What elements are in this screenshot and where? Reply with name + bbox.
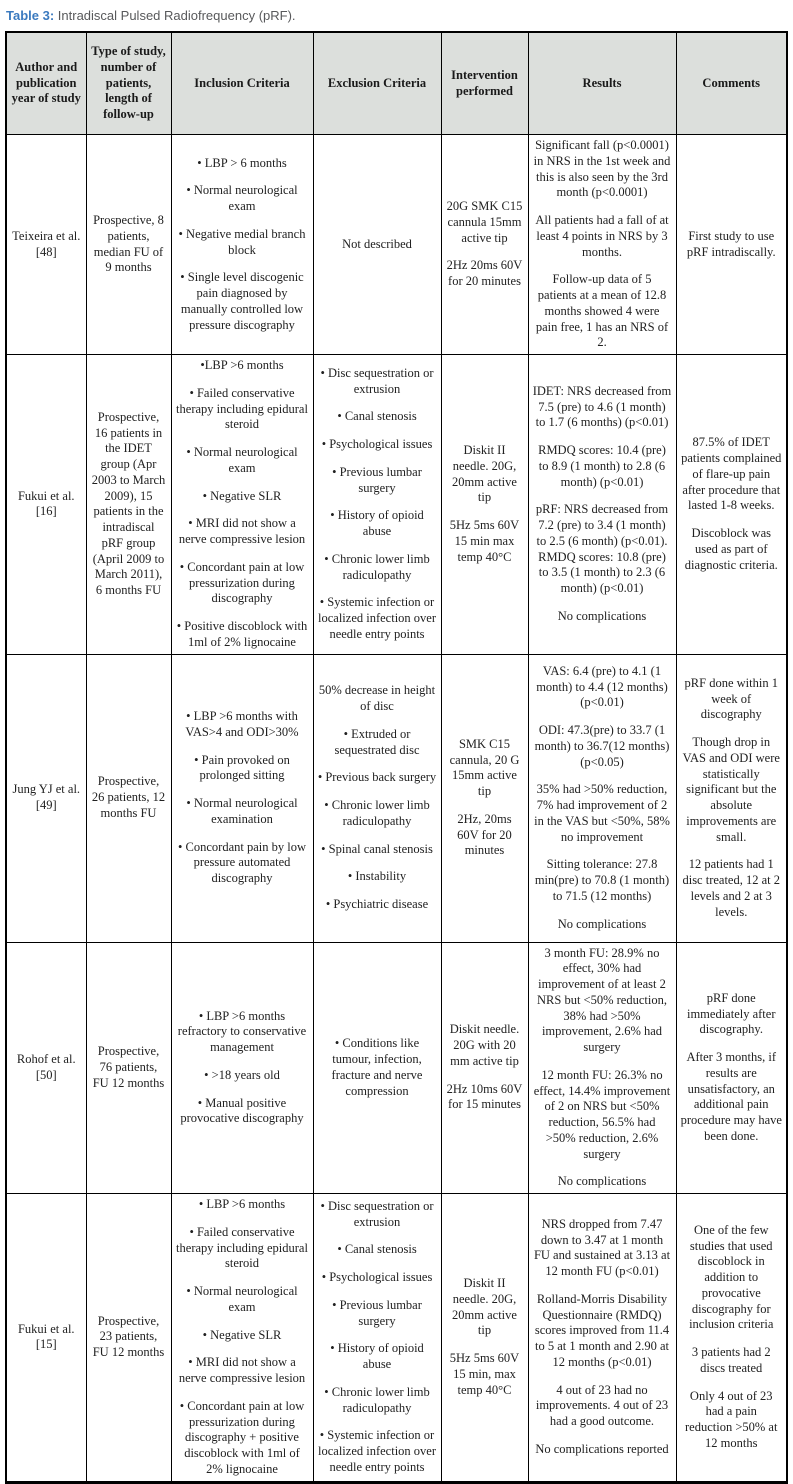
cell-paragraph: Jung YJ et al. [49] [12,782,81,812]
header-cell: Comments [676,32,787,135]
cell-paragraph: After 3 months, if results are unsatisfactory, an additional pain procedure may have been done. [680,1050,782,1143]
table-cell [676,654,787,942]
cell-paragraph: • History of opioid abuse [330,508,424,539]
cell-paragraph: • Normal neurological exam [186,445,298,475]
cell-paragraph: 12 month FU: 26.3% no effect, 14.4% improvement of 2 on NRS but <50% reduction, 56.5% had >50% reduction, 2.6% surgery [533,1067,671,1161]
table-cell [313,355,441,655]
cell-paragraph: Not described [342,236,412,251]
table-cell [441,942,528,1194]
table-cell [313,135,441,355]
cell-paragraph: • Normal neurological exam [186,1284,298,1314]
cell-paragraph: • Instability [347,869,407,884]
header-cell: Author and publication year of study [6,32,86,135]
cell-paragraph: Fukui et al. [15] [17,1321,75,1352]
cell-paragraph: 35% had >50% reduction, 7% had improvement of 2 in the VAS but <50%, 58% no improvement [534,782,670,844]
table-cell [171,654,313,942]
cell-paragraph: Prospective, 16 patients in the IDET group (Apr 2003 to March 2009), 15 patients in the intradiscal pRF group (April 2009 to March 2011), 6 months FU [91,409,166,597]
cell-paragraph: One of the few studies that used discoblock in addition to provocative discography for inclusion criteria [689,1222,774,1332]
table-cell [441,135,528,355]
cell-paragraph: No complications [557,1174,647,1189]
cell-paragraph: 3 month FU: 28.9% no effect, 30% had improvement of at least 2 NRS but <50% reduction, 38% had >50% improvement, 2.6% had surgery [537,945,667,1054]
cell-paragraph: • Previous lumbar surgery [332,1297,422,1328]
cell-paragraph: • Normal neurological examination [186,796,298,826]
table-row [6,942,787,1194]
table-cell [676,1194,787,1483]
cell-paragraph: • LBP > 6 months [197,155,287,170]
cell-paragraph: • Normal neurological exam [186,183,298,214]
cell-paragraph: • Negative SLR [202,1327,282,1342]
table-cell [86,355,171,655]
table-row [6,135,787,355]
cell-paragraph: No complications reported [535,1441,669,1456]
table-cell [6,135,86,355]
table-cell [313,654,441,942]
cell-paragraph: 5Hz 5ms 60V 15 min max temp 40°C [449,518,520,564]
studies-table [5,31,788,1484]
header-cell: Type of study, number of patients, length of follow-up [86,32,171,135]
cell-paragraph: • Concordant pain by low pressure automated discography [178,839,306,886]
table-cell [171,355,313,655]
cell-paragraph: All patients had a fall of at least 4 points in NRS by 3 months. [535,213,669,259]
cell-paragraph: • Disc sequestration or extrusion [320,1198,434,1229]
cell-paragraph: Diskit II needle. 20G, 20mm active tip [452,443,517,505]
cell-paragraph: • Conditions like tumour, infection, fracture and nerve compression [331,1036,423,1098]
table-cell [528,1194,676,1483]
cell-paragraph: • Concordant pain at low pressurization during discography + positive discoblock with 1ml of 2% lignocaine [179,1398,305,1476]
table-caption [6,8,787,23]
header-cell: Inclusion Criteria [171,32,313,135]
cell-paragraph: • Negative SLR [202,488,282,503]
cell-paragraph: Rolland-Morris Disability Questionnaire (RMDQ) scores improved from 11.4 to 5 at 1 month and 2.90 at 12 months (p<0.01) [534,1291,670,1369]
cell-paragraph: Fukui et al. [16] [17,488,75,519]
table-cell [676,135,787,355]
cell-paragraph: Sitting tolerance: 27.8 min(pre) to 70.8 (1 month) to 71.5 (12 months) [534,857,670,903]
cell-paragraph: • Chronic lower limb radiculopathy [324,551,430,582]
cell-paragraph: 5Hz 5ms 60V 15 min, max temp 40°C [449,1351,520,1397]
cell-paragraph: • Spinal canal stenosis [321,841,433,856]
cell-paragraph: 50% decrease in height of disc [318,683,436,713]
cell-paragraph: • Negative medial branch block [178,226,306,257]
cell-paragraph: • Chronic lower limb radiculopathy [324,798,430,828]
cell-paragraph: 2Hz 20ms 60V for 20 minutes [446,258,523,289]
cell-paragraph: • Disc sequestration or extrusion [320,365,434,396]
cell-paragraph: • Pain provoked on prolonged sitting [194,752,290,783]
cell-paragraph: • Previous lumbar surgery [332,464,422,495]
table-cell [676,355,787,655]
table-cell [676,942,787,1194]
table-cell [441,355,528,655]
cell-paragraph: • LBP >6 months [198,1197,286,1211]
cell-paragraph: pRF done within 1 week of discography [684,675,778,722]
cell-paragraph: Prospective, 23 patients, FU 12 months [92,1313,165,1360]
table-cell [441,654,528,942]
cell-paragraph: First study to use pRF intradiscally. [686,228,776,259]
header-cell: Exclusion Criteria [313,32,441,135]
cell-paragraph: pRF done immediately after discography. [686,990,776,1037]
cell-paragraph: Prospective, 76 patients, FU 12 months [92,1044,165,1090]
cell-paragraph: No complications [557,916,647,931]
table-cell [86,1194,171,1483]
table-caption-text: Intradiscal Pulsed Radiofrequency (pRF). [57,8,296,23]
cell-paragraph: pRF: NRS decreased from 7.2 (pre) to 3.4 (1 month) to 2.5 (6 month) (p<0.01). RMDQ scores: 10.8 (pre) to 3.5 (1 month) to 2.3 (6 month) (p<0.01) [535,502,669,596]
table-cell [528,355,676,655]
cell-paragraph: • LBP >6 months with VAS>4 and ODI>30% [185,709,299,739]
table-body [6,135,787,1483]
cell-paragraph: 3 patients had 2 discs treated [691,1345,771,1375]
cell-paragraph: RMDQ scores: 10.4 (pre) to 8.9 (1 month) to 2.8 (6 month) (p<0.01) [538,443,666,489]
cell-paragraph: 2Hz 10ms 60V for 15 minutes [446,1081,523,1112]
cell-paragraph: SMK C15 cannula, 20 G 15mm active tip [449,736,520,799]
header-cell: Intervention performed [441,32,528,135]
table-cell [6,355,86,655]
cell-paragraph: • Previous back surgery [317,770,437,785]
cell-paragraph: • Psychological issues [321,1270,433,1285]
cell-paragraph: • Chronic lower limb radiculopathy [324,1384,430,1415]
cell-paragraph: Teixeira et al. [48] [12,228,81,259]
cell-paragraph: 87.5% of IDET patients complained of flare-up pain after procedure that lasted 1-8 weeks. [681,435,782,513]
cell-paragraph: Though drop in VAS and ODI were statistically significant but the absolute improvements are small. [682,735,780,844]
header-row [6,32,787,135]
cell-paragraph: Diskit II needle. 20G, 20mm active tip [452,1276,517,1338]
cell-paragraph: Rohof et al. [50] [16,1052,76,1082]
table-cell [171,942,313,1194]
cell-paragraph: 4 out of 23 had no improvements. 4 out of 23 had a good outcome. [535,1382,669,1429]
cell-paragraph: • Psychiatric disease [325,897,429,911]
cell-paragraph: Discoblock was used as part of diagnostic criteria. [684,526,778,572]
cell-paragraph: •LBP >6 months [200,358,284,372]
cell-paragraph: NRS dropped from 7.47 down to 3.47 at 1 month FU and sustained at 3.13 at 12 month FU (p<0.01) [533,1216,671,1279]
table-cell [313,942,441,1194]
cell-paragraph: No complications [557,608,647,623]
table-cell [528,942,676,1194]
table-cell [6,942,86,1194]
table-row [6,654,787,942]
cell-paragraph: Follow-up data of 5 patients at a mean of 12.8 months showed 4 were pain free, 1 has an NRS of 2. [535,272,669,350]
cell-paragraph: • Extruded or sequestrated disc [334,726,420,757]
table-cell [528,654,676,942]
cell-paragraph: Prospective, 8 patients, median FU of 9 months [93,213,164,275]
cell-paragraph: • LBP >6 months refractory to conservative management [177,1008,307,1054]
table-cell [6,654,86,942]
cell-paragraph: ODI: 47.3(pre) to 33.7 (1 month) to 36.7(12 months)(p<0.05) [534,723,670,769]
cell-paragraph: • Failed conservative therapy including epidural steroid [176,1224,308,1271]
table-cell [171,1194,313,1483]
table-cell [6,1194,86,1483]
cell-paragraph: • MRI did not show a nerve compressive lesion [178,1355,306,1385]
cell-paragraph: • Psychological issues [321,437,433,452]
cell-paragraph: Only 4 out of 23 had a pain reduction >50% at 12 months [685,1388,778,1450]
cell-paragraph: Significant fall (p<0.0001) in NRS in the 1st week and this is also seen by the 3rd month (p<0.0001) [533,138,671,200]
cell-paragraph: • Systemic infection or localized infection over needle entry points [318,595,436,641]
table-caption-label: Table 3: [6,8,55,23]
cell-paragraph: 12 patients had 1 disc treated, 12 at 2 levels and 2 at 3 levels. [682,857,781,919]
table-cell [528,135,676,355]
table-cell [86,654,171,942]
cell-paragraph: Prospective, 26 patients, 12 months FU [91,774,166,820]
table-cell [86,942,171,1194]
cell-paragraph: • Failed conservative therapy including epidural steroid [176,385,308,432]
table-cell [86,135,171,355]
cell-paragraph: • Canal stenosis [337,1242,417,1257]
cell-paragraph: • Systemic infection or localized infection over needle entry points [318,1428,436,1474]
cell-paragraph: • Positive discoblock with 1ml of 2% lignocaine [176,619,308,649]
cell-paragraph: • History of opioid abuse [330,1341,424,1372]
cell-paragraph: • Canal stenosis [337,409,417,424]
cell-paragraph: 2Hz, 20ms 60V for 20 minutes [457,811,512,858]
cell-paragraph: • Manual positive provocative discography [180,1095,304,1126]
cell-paragraph: 20G SMK C15 cannula 15mm active tip [446,199,523,245]
table-cell [313,1194,441,1483]
cell-paragraph: VAS: 6.4 (pre) to 4.1 (1 month) to 4.4 (12 months) (p<0.01) [536,663,668,710]
cell-paragraph: • Single level discogenic pain diagnosed by manually controlled low pressure discography [180,270,304,332]
table-cell [441,1194,528,1483]
cell-paragraph: • >18 years old [204,1067,280,1082]
cell-paragraph: Diskit needle. 20G with 20 mm active tip [449,1022,520,1068]
table-row [6,355,787,655]
header-cell: Results [528,32,676,135]
cell-paragraph: • MRI did not show a nerve compressive lesion [178,516,306,546]
table-row [6,1194,787,1483]
cell-paragraph: • Concordant pain at low pressurization during discography [179,559,305,606]
table-cell [171,135,313,355]
cell-paragraph: IDET: NRS decreased from 7.5 (pre) to 4.6 (1 month) to 1.7 (6 months) (p<0.01) [532,383,672,430]
